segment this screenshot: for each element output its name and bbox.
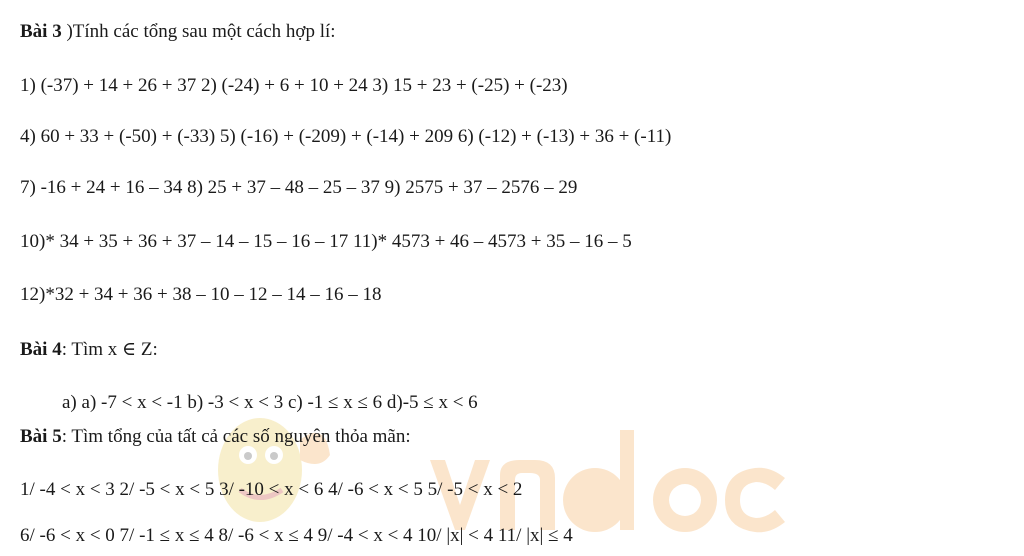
bai4-title: : Tìm x ∈ Z: [61,339,158,360]
bai3-title: )Tính các tổng sau một cách hợp lí: [61,21,336,42]
bai4-heading-line [20,338,158,362]
bai4-item: a) a) -7 < x < -1 b) -3 < x < 3 c) -1 ≤ x ≤ 6 d)-5 ≤ x < 6 [62,392,478,413]
bai5-heading: Bài 5 [20,426,62,447]
bai3-line-5: 12)*32 + 34 + 36 + 38 – 10 – 12 – 14 – 16 – 18 [20,284,382,305]
bai4-heading: Bài 4 [20,339,62,360]
bai5-title: : Tìm tổng của tất cả các số nguyên thỏa mãn: [61,426,411,447]
bai3-line-2: 4) 60 + 33 + (-50) + (-33) 5) (-16) + (-209) + (-14) + 209 6) (-12) + (-13) + 36 + (-11) [20,126,672,147]
bai5-heading-line [20,425,411,449]
bai3-line-1: 1) (-37) + 14 + 26 + 37 2) (-24) + 6 + 10 + 24 3) 15 + 23 + (-25) + (-23) [20,75,568,96]
bai5-line-2: 6/ -6 < x < 0 7/ -1 ≤ x ≤ 4 8/ -6 < x ≤ 4 9/ -4 < x < 4 10/ |x| < 4 11/ |x| ≤ 4 [20,525,573,546]
bai3-line-4: 10)* 34 + 35 + 36 + 37 – 14 – 15 – 16 – 17 11)* 4573 + 46 – 4573 + 35 – 16 – 5 [20,231,632,252]
bai3-heading-line [20,20,336,44]
bai5-line-1: 1/ -4 < x < 3 2/ -5 < x < 5 3/ -10 < x < 6 4/ -6 < x < 5 5/ -5 < x < 2 [20,479,523,500]
bai3-line-3: 7) -16 + 24 + 16 – 34 8) 25 + 37 – 48 – 25 – 37 9) 2575 + 37 – 2576 – 29 [20,177,578,198]
bai3-heading: Bài 3 [20,21,62,42]
